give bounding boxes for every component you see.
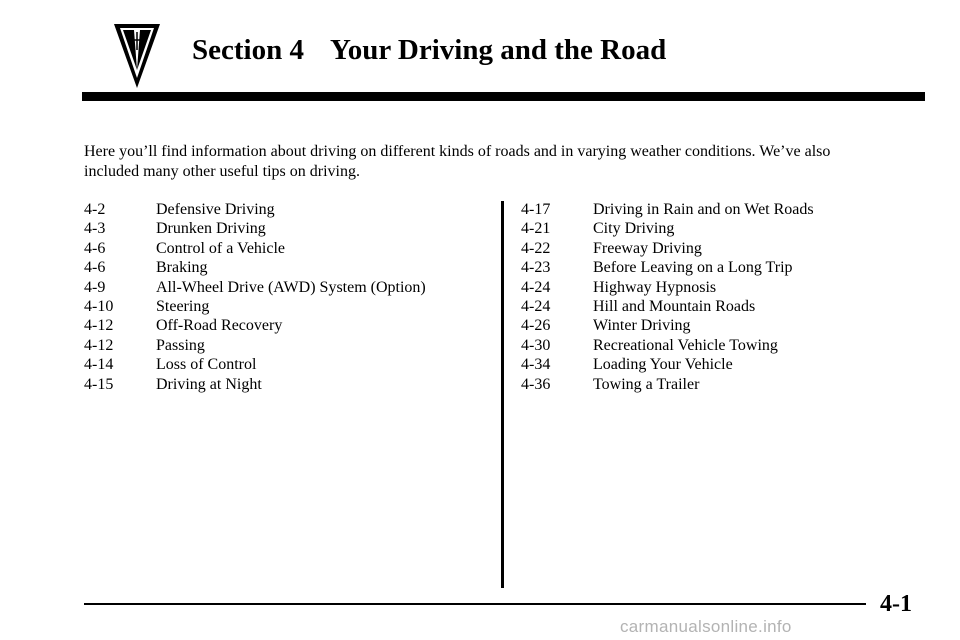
toc-entry[interactable] [521,297,814,316]
toc-page-number: 4-15 [84,375,114,393]
toc-topic: Loss of Control [156,356,257,374]
toc-topic: Before Leaving on a Long Trip [593,259,793,277]
toc-entry[interactable] [84,355,426,374]
section-label: Section 4 [192,34,304,66]
section-title: Your Driving and the Road [329,34,667,66]
toc-page-number: 4-12 [84,317,114,335]
toc-topic: Freeway Driving [593,239,702,257]
toc-entry[interactable] [84,297,426,316]
toc-page-number: 4-6 [84,259,106,277]
toc-page-number: 4-24 [521,278,551,296]
toc-entry[interactable] [84,278,426,297]
toc-page-number: 4-12 [84,336,114,354]
toc-page-number: 4-3 [84,220,106,238]
toc-entry[interactable] [84,200,426,219]
toc-topic: Highway Hypnosis [593,278,717,296]
toc-entry[interactable] [84,375,426,394]
page-title [192,36,666,65]
column-divider [501,201,504,588]
toc-right-column [521,200,814,394]
toc-entry[interactable] [521,258,814,277]
toc-topic: Passing [156,336,205,354]
toc-page-number: 4-22 [521,239,551,257]
toc-entry[interactable] [84,316,426,335]
toc-page-number: 4-36 [521,375,551,393]
toc-topic: Winter Driving [593,317,691,335]
toc-page-number: 4-17 [521,201,551,218]
toc-entry[interactable] [84,336,426,355]
toc-page-number: 4-24 [521,297,551,315]
toc-left-column [84,200,426,394]
toc-entry[interactable] [521,336,814,355]
toc-entry[interactable] [521,278,814,297]
toc-page-number: 4-23 [521,259,551,277]
toc-entry[interactable] [84,239,426,258]
toc-topic: Braking [156,259,208,277]
toc-page-number: 4-21 [521,220,551,238]
toc-topic: Recreational Vehicle Towing [593,336,778,354]
toc-page-number: 4-2 [84,201,106,218]
toc-entry[interactable] [521,316,814,335]
toc-topic: Defensive Driving [156,201,275,218]
toc-entry[interactable] [84,258,426,277]
toc-topic: Driving at Night [156,375,262,393]
toc-page-number: 4-9 [84,278,106,296]
toc-topic: Off-Road Recovery [156,317,283,335]
watermark: carmanualsonline.info [620,617,792,636]
toc-topic: City Driving [593,220,675,238]
toc-topic: Loading Your Vehicle [593,356,733,374]
toc-topic: Towing a Trailer [593,375,700,393]
toc-entry[interactable] [84,219,426,238]
toc-page-number: 4-14 [84,356,114,374]
toc-topic: All-Wheel Drive (AWD) System (Option) [156,278,426,296]
toc-topic: Steering [156,297,210,315]
toc-topic: Hill and Mountain Roads [593,297,756,315]
toc-page-number: 4-30 [521,336,551,354]
page-number: 4-1 [880,591,912,617]
toc-page-number: 4-26 [521,317,551,335]
toc-topic: Driving in Rain and on Wet Roads [593,201,814,218]
toc-topic: Drunken Driving [156,220,266,238]
toc-entry[interactable] [521,219,814,238]
toc-page-number: 4-6 [84,239,106,257]
toc-topic: Control of a Vehicle [156,239,286,257]
toc-entry[interactable] [521,239,814,258]
toc-entry[interactable] [521,375,814,394]
footer-rule [84,603,866,605]
header-rule [82,92,925,101]
arrowhead-logo-icon [112,20,162,90]
toc-entry[interactable] [521,200,814,219]
intro-paragraph: Here you’ll find information about driving on different kinds of roads and in varying weather conditions. We’ve also included many other useful tips on driving. [84,143,831,180]
toc-page-number: 4-34 [521,356,551,374]
toc-page-number: 4-10 [84,297,114,315]
toc-entry[interactable] [521,355,814,374]
